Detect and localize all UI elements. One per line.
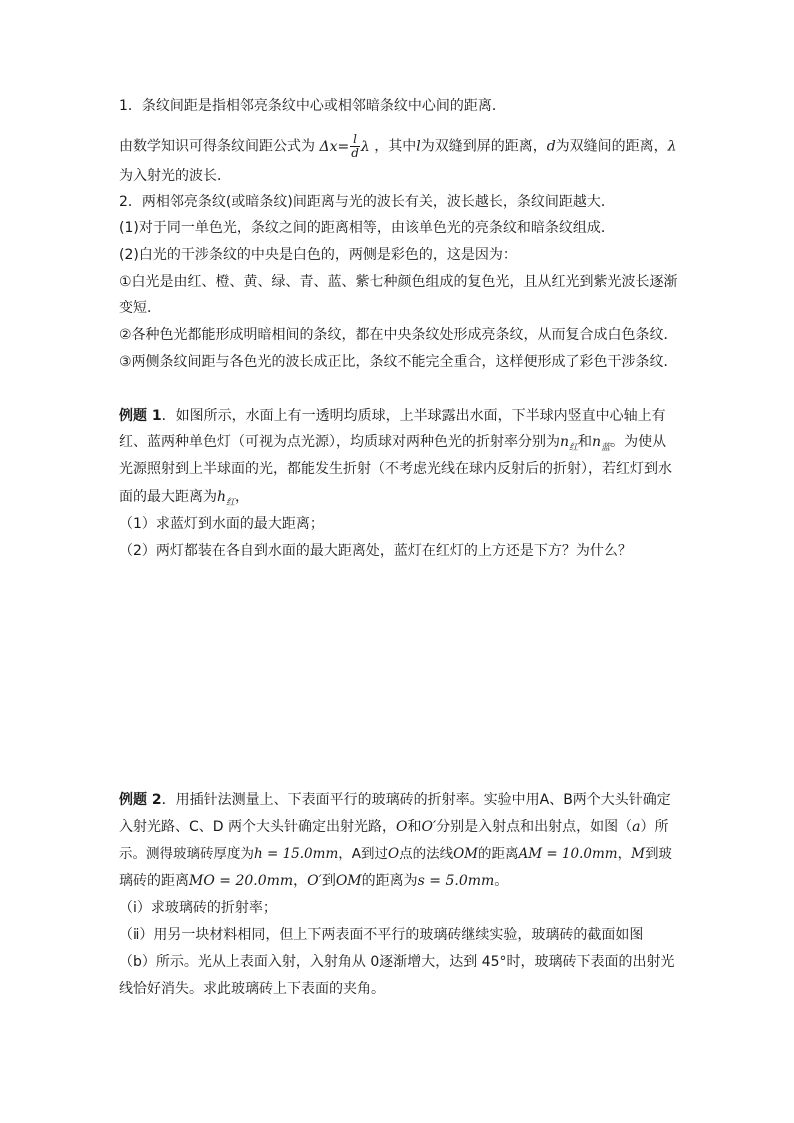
var-d: d [546, 138, 556, 155]
concept-reason-2: ②各种色光都能形成明暗相间的条纹，都在中央条纹处形成亮条纹，从而复合成白色条纹． [119, 327, 678, 343]
example1-line4: 面的最大距离为$h_红$， [119, 489, 250, 508]
concept-2-1: (1)对于同一单色光，条纹之间的距离相等，由该单色光的亮条纹和暗条纹组成． [119, 220, 615, 236]
var-l: l [416, 138, 421, 155]
concept-2-2: (2)白光的干涉条纹的中央是白色的，两侧是彩色的，这是因为： [119, 247, 517, 263]
concept-formula-line: 由数学知识可得条纹间距公式为 Δx= $\frac{l}{d}$ λ ，其中l为双缝到屏的距离，d为双缝间的距离，λ [119, 132, 677, 160]
example2-line1: 例题 2．用插针法测量上、下表面平行的玻璃砖的折射率。实验中用A、B两个大头针确定 [119, 792, 671, 808]
formula-intro: 由数学知识可得条纹间距公式为 [119, 138, 315, 155]
example2-question-1: （ⅰ）求玻璃砖的折射率； [119, 900, 277, 916]
var-lambda: λ [667, 138, 677, 155]
concept-reason-1a: ①白光是由红、橙、黄、绿、青、蓝、紫七种颜色组成的复色光，且从红光到紫光波长逐渐 [119, 274, 678, 290]
example1-line3: 光源照射到上半球面的光，都能发生折射（不考虑光线在球内反射后的折射），若红灯到水 [119, 461, 672, 477]
example2-question-2c: 线恰好消失。求此玻璃砖上下表面的夹角。 [119, 981, 385, 997]
example1-line1: 例题 1．如图所示，水面上有一透明均质球，上半球露出水面，下半球内竖直中心轴上有 [119, 408, 666, 424]
example1-question-2: （2）两灯都装在各自到水面的最大距离处，蓝灯在红灯的上方还是下方？为什么？ [119, 543, 632, 559]
concept-reason-1b: 变短． [119, 300, 161, 316]
example2-label: 例题 2 [119, 792, 162, 808]
example2-question-2a: （ⅱ）用另一块材料相同，但上下两表面不平行的玻璃砖继续实验，玻璃砖的截面如图 [119, 927, 644, 943]
concept-wavelength: 为入射光的波长． [119, 168, 231, 184]
h-red: $h_红$ [217, 489, 236, 508]
example2-question-2b: （b）所示。光从上表面入射，入射角从 0逐渐增大，达到 45°时，玻璃砖下表面的出射光 [119, 954, 675, 970]
fringe-spacing-formula: Δx= $\frac{l}{d}$ λ [319, 132, 370, 160]
example2-line4: 璃砖的距离MO = 20.0mm，O′到OM的距离为s = 5.0mm。 [119, 873, 509, 889]
n-red: $n_红$ [560, 434, 579, 453]
example1-label: 例题 1 [119, 408, 162, 424]
example1-question-1: （1）求蓝灯到水面的最大距离； [119, 516, 324, 532]
n-blue: $n_蓝$ [592, 434, 611, 453]
concept-reason-3: ③两侧条纹间距与各色光的波长成正比，条纹不能完全重合，这样便形成了彩色干涉条纹． [119, 354, 678, 370]
concept-1: 1．条纹间距是指相邻亮条纹中心或相邻暗条纹中心间的距离． [119, 98, 506, 114]
concept-2: 2．两相邻亮条纹(或暗条纹)间距离与光的波长有关，波长越长，条纹间距越大． [119, 194, 615, 210]
example2-line3: 示。测得玻璃砖厚度为h = 15.0mm，A到过O点的法线OM的距离AM = 10.0mm，M到玻 [119, 846, 672, 862]
example2-line2: 入射光路、C、D 两个大头针确定出射光路，O和O′分别是入射点和出射点，如图（a）所 [119, 819, 669, 835]
example1-line2: 红、蓝两种单色灯（可视为点光源），均质球对两种色光的折射率分别为$n_红$和$n_蓝$。为使从 [119, 434, 667, 453]
